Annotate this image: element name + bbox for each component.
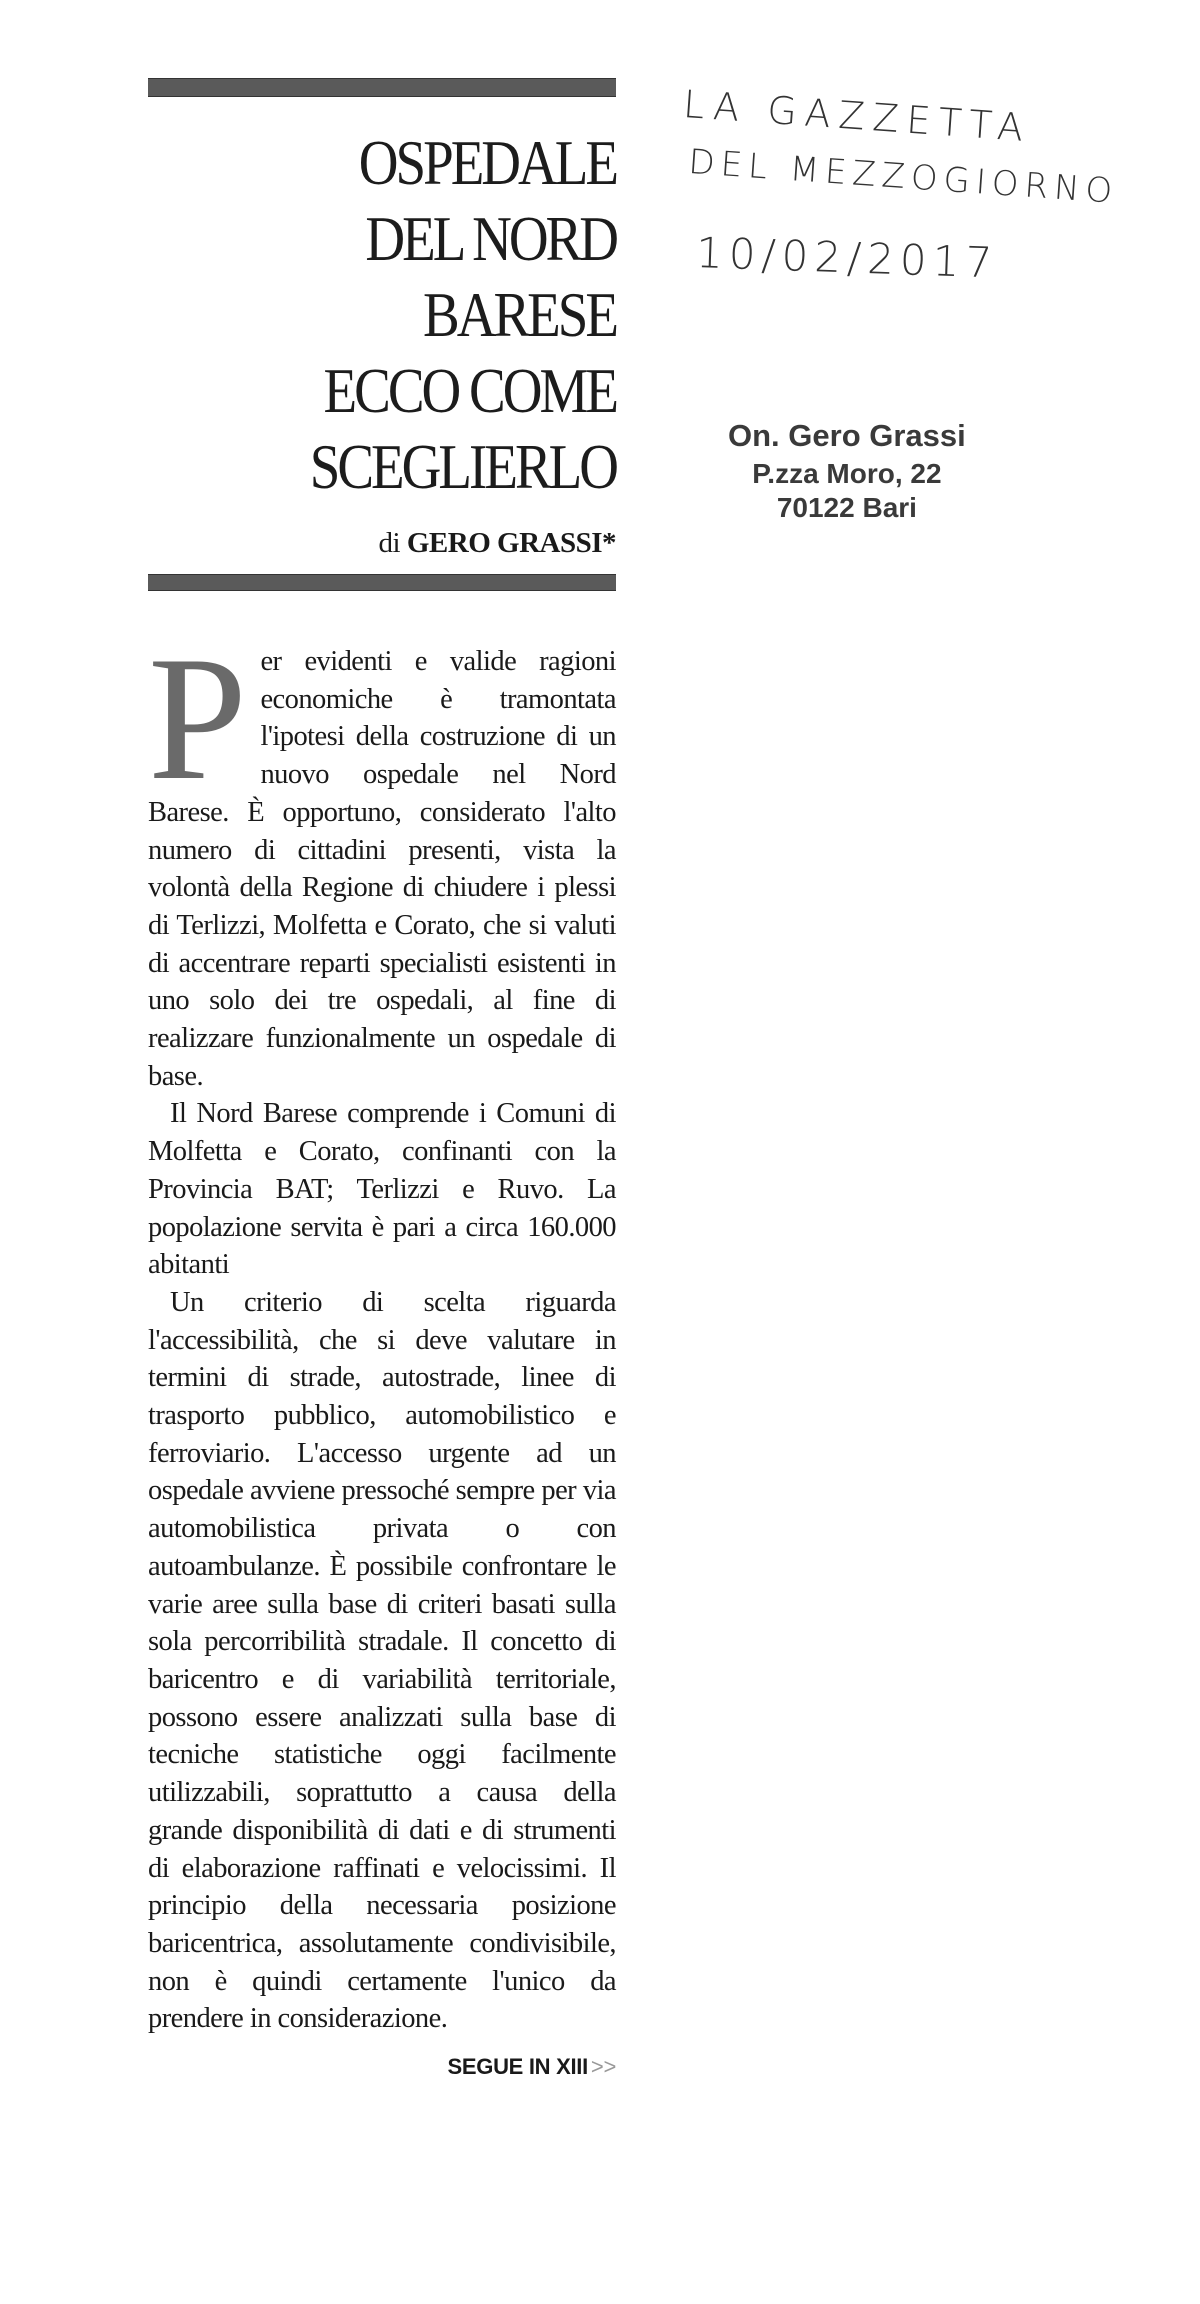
paragraph-1-text: er evidenti e valide ragioni economiche è tramontata l'ipotesi della costruzione di un nuovo ospedale nel Nord Barese. È opportuno, considerato l'alto numero di cittadini presenti, vista la volontà della Regione di chiudere i plessi di Terlizzi, Molfetta e Corato, che si valuti di accentrare reparti specialisti esistenti in uno solo dei tre ospedali, al fine di realizzare funzionalmente un ospedale di base. xyxy=(148,646,616,1092)
paragraph-2: Il Nord Barese comprende i Comuni di Molfetta e Corato, confinanti con la Provincia BAT; Terlizzi e Ruvo. La popolazione servita è pari a circa 160.000 abitanti xyxy=(148,1098,616,1281)
headline-line-4: SCEGLIERLO xyxy=(309,431,616,502)
headline-line-2: DEL NORD BARESE xyxy=(365,203,616,350)
byline-prefix: di xyxy=(378,527,401,559)
headline-line-1: OSPEDALE xyxy=(358,127,616,198)
headline-line-3: ECCO COME xyxy=(323,355,616,426)
article-clipping xyxy=(148,78,616,2080)
byline xyxy=(148,527,616,560)
paragraph-1 xyxy=(148,619,616,1095)
newspaper-name-line1: LA GAZZETTA xyxy=(681,82,1033,151)
article-headline xyxy=(214,125,616,505)
article-body xyxy=(148,619,616,2038)
bottom-rule xyxy=(148,574,616,591)
drop-cap: P xyxy=(148,619,247,817)
continuation-text: SEGUE IN XIII xyxy=(447,2054,588,2080)
newspaper-name-line2: DEL MEZZOGIORNO xyxy=(687,142,1120,212)
top-rule xyxy=(148,78,616,97)
continuation-note xyxy=(148,2054,616,2080)
continuation-arrows: >> xyxy=(590,2054,616,2080)
stamp-address: P.zza Moro, 22 xyxy=(752,458,942,489)
paragraph-3: Un criterio di scelta riguarda l'accessibilità, che si deve valutare in termini di strade, autostrade, linee di trasporto pubblico, automobilistico e ferroviario. L'accesso urgente ad un ospedale avviene pressoché sempre per via automobilistica privata o con autoambulanze. È possibile confrontare le varie aree sulla base di criteri basati sulla sola percorribilità stradale. Il concetto di baricentro e di variabilità territoriale, possono essere analizzati sulla base di tecniche statistiche oggi facilmente utilizzabili, soprattutto a causa della grande disponibilità di dati e di strumenti di elaborazione raffinati e velocissimi. Il principio della necessaria posizione baricentrica, assolutamente condivisibile, non è quindi certamente l'unico da prendere in considerazione. xyxy=(148,1286,616,2035)
stamp-name: On. Gero Grassi xyxy=(728,418,966,453)
handwritten-date: 10/02/2017 xyxy=(695,228,999,288)
byline-author: GERO GRASSI* xyxy=(406,527,616,559)
address-stamp xyxy=(728,418,966,524)
stamp-city: 70122 Bari xyxy=(776,492,917,523)
